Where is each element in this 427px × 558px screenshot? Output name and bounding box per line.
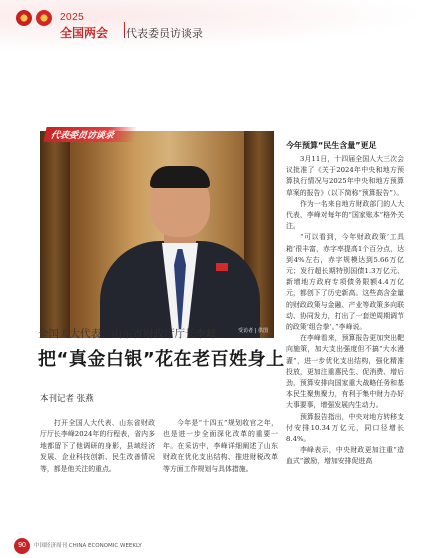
cppcc-emblem-icon <box>36 10 52 26</box>
header-section-title: 代表委员访谈录 <box>126 27 203 40</box>
photo-credit: 受访者 | 供图 <box>238 328 268 334</box>
body-column-2: 今年是“十四五”规划收官之年，也是进一步全面深化改革的重要一年。在采访中，李峰详细阐述了山东财政在优化支出结构、推进财税改革等方面工作规划与具体措施。 <box>163 419 278 473</box>
curtain-left <box>40 131 70 338</box>
paragraph: 作为一名来自地方财政部门的人大代表，李峰对每年的“国家账本”格外关注。 <box>286 199 404 231</box>
page-footer <box>0 532 427 558</box>
body-column-1: 打开全国人大代表、山东省财政厅厅长李峰2024年的行程表，省内多地都留下了他调研的身影，县域经济发展、企业科技创新、民生改善情况等，都是他关注的重点。 <box>40 419 155 473</box>
magazine-name: 中国经济周刊 CHINA ECONOMIC WEEKLY <box>34 543 142 549</box>
party-emblem-icon <box>16 10 32 26</box>
article-author: 本刊记者 张燕 <box>40 394 94 404</box>
section-heading: 今年预算“民生含量”更足 <box>286 141 377 150</box>
article-title: 把“真金白银”花在老百姓身上 <box>38 349 285 370</box>
paragraph: 在李峰看来，预算报告更加突出靶向施策，加大支出强度但不搞“大水漫灌”，进一步优化支出结构，强化精准投放，更加注重惠民生、促消费、增后劲，预算安排向国家重大战略任务和基本民生聚焦聚力，有利于集中财力办好大事要事，增强发展内生动力。 <box>286 334 404 410</box>
portrait-photo <box>40 131 274 338</box>
right-column <box>286 140 404 468</box>
paragraph: 3月11日，十四届全国人大三次会议批准了《关于2024年中央和地方预算执行情况与2025年中央和地方预算草案的报告》（以下简称“预算报告”）。 <box>286 155 404 197</box>
page-number: 90 <box>14 538 30 554</box>
header-divider <box>124 22 125 38</box>
header-year: 2025 <box>60 12 85 23</box>
article-subtitle: 全国人大代表、山东省财政厅厅长李峰： <box>38 328 227 340</box>
page-header <box>0 0 427 52</box>
delegate-badge-icon <box>216 263 228 271</box>
header-logo-text: 全国两会 <box>60 26 109 40</box>
hair-shape <box>150 166 210 188</box>
paragraph: 预算报告指出，中央对地方转移支付安排10.34万亿元，同口径增长8.4%。 <box>286 412 404 444</box>
paragraph: “可以看到，今年财政政策‘工具箱’很丰富，赤字率提高1个百分点，达到4%左右，赤字规模达到5.66万亿元；发行超长期特别国债1.3万亿元、新增地方政府专项债务限额4.4万亿元，都创下了历史新高。这些高含金量的财政政策与金融、产业等政策多向联动、协同发力，打出了一套逆周期调节的政策‘组合拳’。”李峰说。 <box>286 233 404 332</box>
section-banner: 代表委员访谈录 <box>43 127 137 142</box>
paragraph: 李峰表示，中央财政更加注重“造血式”激励，增加安排促进高 <box>286 446 404 466</box>
